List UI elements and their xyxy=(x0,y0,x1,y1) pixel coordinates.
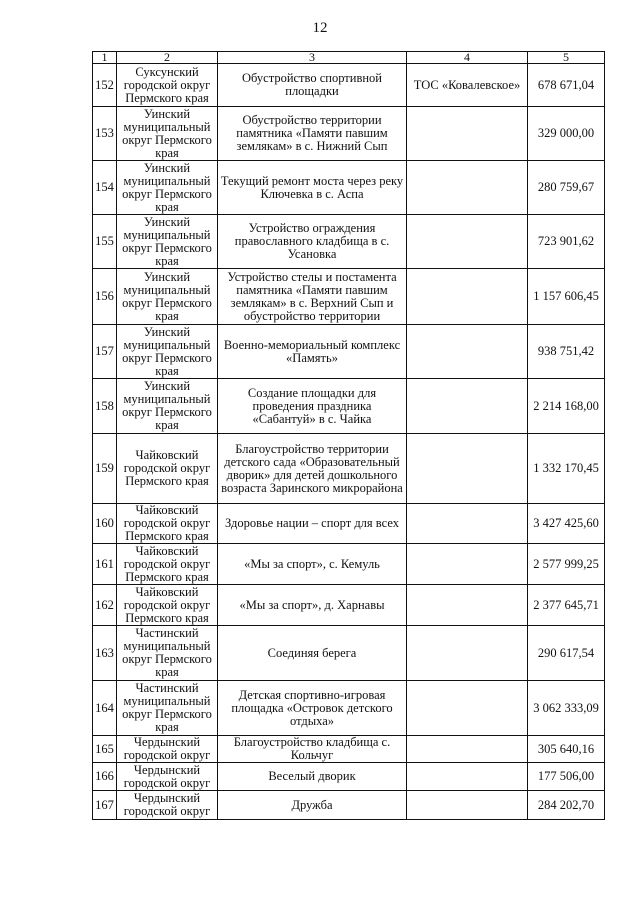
amount-cell: 3 427 425,60 xyxy=(528,504,605,544)
region-cell: Частинский муниципальный округ Пермского края xyxy=(117,681,218,736)
amount-cell: 284 202,70 xyxy=(528,791,605,820)
row-number: 165 xyxy=(93,736,117,763)
tos-cell xyxy=(407,325,528,379)
table-row xyxy=(93,161,605,215)
region-cell: Уинский муниципальный округ Пермского края xyxy=(117,379,218,434)
amount-cell: 305 640,16 xyxy=(528,736,605,763)
table-row xyxy=(93,791,605,820)
amount-cell: 678 671,04 xyxy=(528,64,605,107)
region-cell: Уинский муниципальный округ Пермского края xyxy=(117,107,218,161)
tos-cell xyxy=(407,161,528,215)
tos-cell xyxy=(407,107,528,161)
tos-cell xyxy=(407,791,528,820)
region-cell: Частинский муниципальный округ Пермского края xyxy=(117,626,218,681)
table-row xyxy=(93,215,605,269)
row-number: 157 xyxy=(93,325,117,379)
row-number: 160 xyxy=(93,504,117,544)
amount-cell: 329 000,00 xyxy=(528,107,605,161)
row-number: 166 xyxy=(93,763,117,791)
row-number: 158 xyxy=(93,379,117,434)
row-number: 167 xyxy=(93,791,117,820)
region-cell: Чердынский городской округ xyxy=(117,736,218,763)
table-row xyxy=(93,544,605,585)
amount-cell: 177 506,00 xyxy=(528,763,605,791)
table-row xyxy=(93,585,605,626)
project-cell: Соединяя берега xyxy=(218,626,407,681)
row-number: 161 xyxy=(93,544,117,585)
project-cell: Военно-мемориальный комплекс «Память» xyxy=(218,325,407,379)
header-cell: 3 xyxy=(218,52,407,64)
page-number: 12 xyxy=(312,20,328,36)
table-row xyxy=(93,681,605,736)
tos-cell xyxy=(407,585,528,626)
table-row xyxy=(93,325,605,379)
amount-cell: 938 751,42 xyxy=(528,325,605,379)
project-cell: Устройство ограждения православного кладбища в с. Усановка xyxy=(218,215,407,269)
row-number: 153 xyxy=(93,107,117,161)
amount-cell: 1 332 170,45 xyxy=(528,434,605,504)
project-cell: Здоровье нации – спорт для всех xyxy=(218,504,407,544)
region-cell: Чайковский городской округ Пермского края xyxy=(117,434,218,504)
table-header-row xyxy=(93,52,605,64)
region-cell: Уинский муниципальный округ Пермского края xyxy=(117,161,218,215)
region-cell: Чердынский городской округ xyxy=(117,763,218,791)
tos-cell xyxy=(407,504,528,544)
header-cell: 4 xyxy=(407,52,528,64)
project-cell: Благоустройство территории детского сада «Образовательный дворик» для детей дошкольного возраста Заринского микрорайона xyxy=(218,434,407,504)
table-row xyxy=(93,763,605,791)
amount-cell: 3 062 333,09 xyxy=(528,681,605,736)
region-cell: Чердынский городской округ xyxy=(117,791,218,820)
project-cell: Детская спортивно-игровая площадка «Островок детского отдыха» xyxy=(218,681,407,736)
row-number: 159 xyxy=(93,434,117,504)
row-number: 156 xyxy=(93,269,117,325)
row-number: 155 xyxy=(93,215,117,269)
table-row xyxy=(93,269,605,325)
project-cell: «Мы за спорт», с. Кемуль xyxy=(218,544,407,585)
project-cell: Веселый дворик xyxy=(218,763,407,791)
region-cell: Уинский муниципальный округ Пермского края xyxy=(117,325,218,379)
project-cell: Обустройство спортивной площадки xyxy=(218,64,407,107)
row-number: 154 xyxy=(93,161,117,215)
tos-cell xyxy=(407,434,528,504)
grants-table xyxy=(92,51,605,820)
tos-cell: ТОС «Ковалевское» xyxy=(407,64,528,107)
tos-cell xyxy=(407,763,528,791)
row-number: 162 xyxy=(93,585,117,626)
project-cell: Благоустройство кладбища с. Кольчуг xyxy=(218,736,407,763)
amount-cell: 280 759,67 xyxy=(528,161,605,215)
amount-cell: 2 214 168,00 xyxy=(528,379,605,434)
tos-cell xyxy=(407,544,528,585)
tos-cell xyxy=(407,215,528,269)
amount-cell: 290 617,54 xyxy=(528,626,605,681)
amount-cell: 723 901,62 xyxy=(528,215,605,269)
project-cell: Дружба xyxy=(218,791,407,820)
table-row xyxy=(93,107,605,161)
tos-cell xyxy=(407,626,528,681)
header-cell: 2 xyxy=(117,52,218,64)
project-cell: Создание площадки для проведения праздника «Сабантуй» в с. Чайка xyxy=(218,379,407,434)
amount-cell: 2 577 999,25 xyxy=(528,544,605,585)
table-row xyxy=(93,379,605,434)
row-number: 164 xyxy=(93,681,117,736)
row-number: 163 xyxy=(93,626,117,681)
header-cell: 1 xyxy=(93,52,117,64)
region-cell: Чайковский городской округ Пермского края xyxy=(117,544,218,585)
region-cell: Чайковский городской округ Пермского края xyxy=(117,504,218,544)
project-cell: Устройство стелы и постамента памятника «Памяти павшим землякам» в с. Верхний Сып и обустройство территории xyxy=(218,269,407,325)
region-cell: Уинский муниципальный округ Пермского края xyxy=(117,269,218,325)
table-row xyxy=(93,64,605,107)
amount-cell: 2 377 645,71 xyxy=(528,585,605,626)
table-row xyxy=(93,736,605,763)
tos-cell xyxy=(407,736,528,763)
region-cell: Уинский муниципальный округ Пермского края xyxy=(117,215,218,269)
tos-cell xyxy=(407,269,528,325)
table-row xyxy=(93,626,605,681)
project-cell: Обустройство территории памятника «Памяти павшим землякам» в с. Нижний Сып xyxy=(218,107,407,161)
table-row xyxy=(93,434,605,504)
region-cell: Суксунский городской округ Пермского края xyxy=(117,64,218,107)
header-cell: 5 xyxy=(528,52,605,64)
tos-cell xyxy=(407,681,528,736)
project-cell: Текущий ремонт моста через реку Ключевка в с. Аспа xyxy=(218,161,407,215)
amount-cell: 1 157 606,45 xyxy=(528,269,605,325)
row-number: 152 xyxy=(93,64,117,107)
region-cell: Чайковский городской округ Пермского края xyxy=(117,585,218,626)
table-row xyxy=(93,504,605,544)
project-cell: «Мы за спорт», д. Харнавы xyxy=(218,585,407,626)
tos-cell xyxy=(407,379,528,434)
